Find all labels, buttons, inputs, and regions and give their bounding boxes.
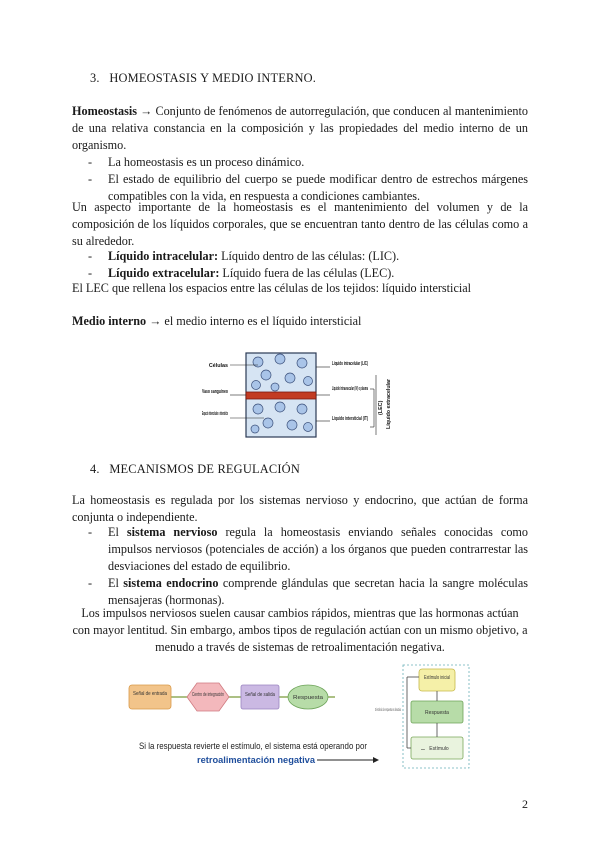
nerve-hormone-paragraph: Los impulsos nerviosos suelen causar cambios rápidos, mientras que las hormonas actúan con mayor lentitud. Sin embargo, ambos tipos de regulación actúan con un mismo objetivo, a menudo a través de sistemas de retroalimentación negativa. [72,606,528,654]
label-lec-abbr: (LEC) [378,400,384,415]
section-3-heading [90,70,316,87]
node-label: Estímulo [429,746,449,752]
minus-sign: – [421,746,425,753]
list-item: - El estado de equilibrio del cuerpo se puede modificar dentro de estrechos márgenes compatibles con la vida, en respuesta a condiciones cambiantes. [88,172,528,203]
label-space: Espacio intercelular o intersticio [202,411,229,417]
label-lec-vertical: Líquido extracelular [386,377,392,429]
side-note: El estímulo de respuesta es desactiva [375,707,402,712]
fluid-types-list [88,248,528,282]
lec-paragraph: El LEC que rellena los espacios entre las células de los tejidos: líquido intersticial [72,281,472,295]
list-item: - La homeostasis es un proceso dinámico. [88,155,305,169]
label-vessel: Vaso sanguíneo [202,389,229,395]
regulation-bullets [88,524,528,609]
section-title: HOMEOSTASIS Y MEDIO INTERNO. [109,71,317,85]
list-item: - El sistema nervioso regula la homeostasis enviando señales conocidas como impulsos nerviosos (potenciales de acción) a los órganos que pueden contrarrestar las desviaciones del estado de equilibrio. [88,525,528,573]
node-label: Señal de salida [245,692,276,698]
definition-term: Medio interno [72,314,147,328]
node-label: Señal de entrada [133,691,168,697]
fluid-compartments-figure [200,345,400,445]
definition-text: Conjunto de fenómenos de autorregulación, que conducen al mantenimiento de una relativa constancia en la composición y las propiedades del medio interno de un organismo. [72,104,528,152]
node-label: Estímulo inicial [424,675,450,681]
input-signal-node [129,685,171,709]
feedback-caption: Si la respuesta revierte el estímulo, el sistema está operando por [139,741,368,752]
node-label: Respuesta [425,710,449,716]
node-label: Respuesta [293,695,324,701]
medio-interno-definition: Medio interno → el medio interno es el líquido intersticial [72,314,362,328]
label-cells: Células [208,363,228,369]
regulation-paragraph: La homeostasis es regulada por los sistemas nervioso y endocrino, que actúan de forma conjunta o independiente. [72,493,528,524]
list-item: - El sistema endocrino comprende glándulas que secretan hacia la sangre moléculas mensajeras (hormonas). [88,576,528,607]
list-item: - Líquido intracelular: Líquido dentro de las células: (LIC). [88,249,400,263]
homeostasis-bullets [88,154,528,205]
section-4-heading [90,461,300,478]
definition-arrow: → [140,104,153,118]
homeostasis-definition [72,103,528,154]
definition-term: Homeostasis [72,104,137,118]
body-fluids-paragraph: Un aspecto importante de la homeostasis es el mantenimiento del volumen y de la composición de los líquidos corporales, que se encuentran tanto dentro de las células como a su alrededor. [72,200,528,248]
page-number: 2 [522,797,528,811]
section-number: 3. [90,71,100,85]
list-item: - Líquido extracelular: Líquido fuera de las células (LEC). [88,266,395,280]
node-label: Centro de integración [192,692,225,698]
section-title: MECANISMOS DE REGULACIÓN [109,462,300,476]
label-plasma: Líquido intravascular (IV) o plasma [332,386,369,392]
blood-vessel-icon [246,392,316,399]
label-it: Líquido intersticial (IT) [332,416,369,422]
section-number: 4. [90,462,100,476]
feedback-diagram [125,663,470,768]
feedback-caption-strong: retroalimentación negativa [197,755,316,766]
label-lic: Líquido intracelular (LIC) [332,361,369,367]
